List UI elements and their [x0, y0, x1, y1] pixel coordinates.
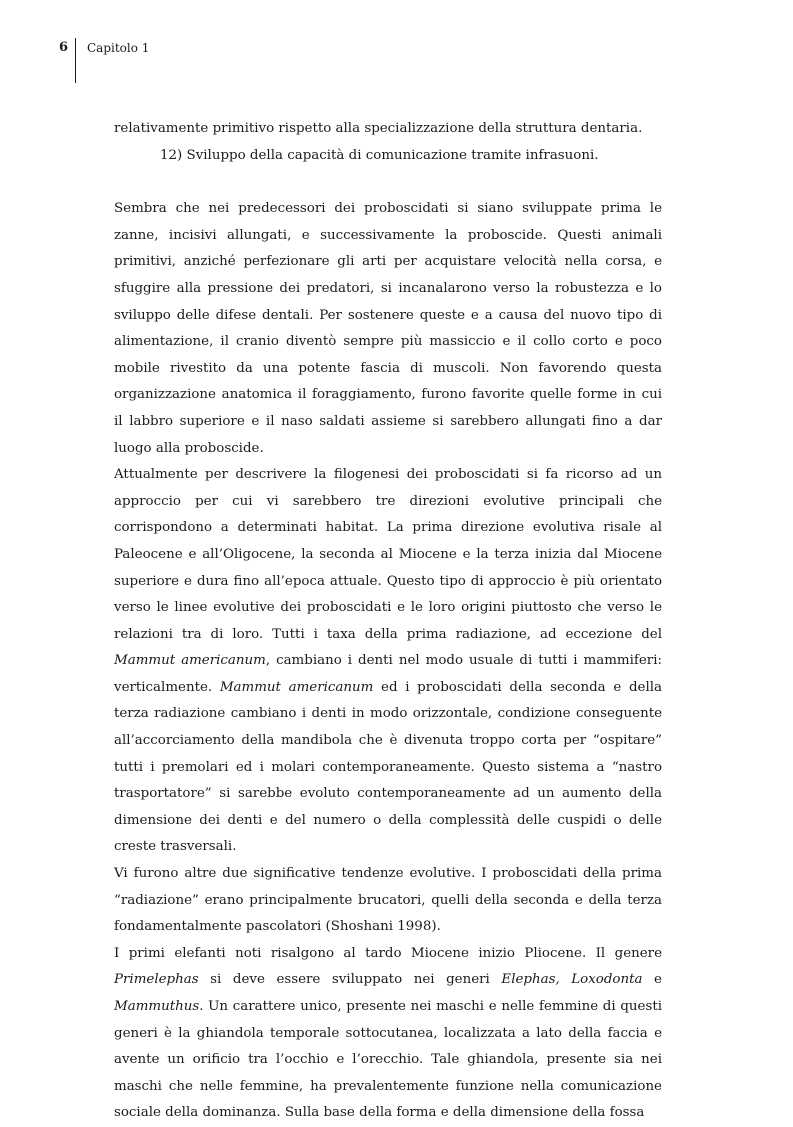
text-run: ed i proboscidati della seconda e della terza radiazione cambiano i denti in modo orizzontale, condizione conseguente all’accorciamento della mandibola che è divenuta troppo corta per “ospitare” tutti i premolari ed i molari contemporaneamente. Questo sistema a “nastro trasportatore” si sarebbe evoluto contemporaneamente ad un aumento della dimensione dei denti e del numero o della complessità delle cuspidi o delle creste trasversali. — [114, 679, 662, 855]
genus-name: Primelephas — [114, 972, 199, 988]
text-run: Attualmente per descrivere la filogenesi dei proboscidati si fa ricorso ad un approccio per cui vi sarebbero tre direzioni evolutive principali che corrispondono a determinati habitat. La prima direzione evolutiva risale al Paleocene e all’Oligocene, la seconda al Miocene e la terza inizia dal Miocene superiore e dura fino all’epoca attuale. Questo tipo di approccio è più orientato verso le linee evolutive dei proboscidati e le loro origini piuttosto che verso le relazioni tra di loro. Tutti i taxa della prima radiazione, ad eccezione del — [114, 467, 662, 642]
species-name: Mammut americanum — [114, 653, 266, 669]
species-name: Mammut americanum — [219, 679, 374, 695]
text-run: , cambiano i denti nel modo usuale di tutti i mammiferi: verticalmente. — [114, 653, 662, 695]
text-run: I primi elefanti noti risalgono al tardo Miocene inizio Pliocene. Il genere — [114, 945, 662, 961]
genus-name: Mammuthus — [114, 999, 200, 1014]
list-continuation: relativamente primitivo rispetto alla specializzazione della struttura dentaria. — [114, 121, 643, 136]
running-header — [0, 0, 793, 90]
page-number: 6 — [59, 40, 69, 55]
paragraph-2 — [114, 462, 662, 861]
paragraph-3: Vi furono altre due significative tendenze evolutive. I proboscidati della prima “radiazione” erano principalmente brucatori, quelli della seconda e della terza fondamentalmente pascolatori (Shoshani 1998). — [114, 866, 662, 935]
chapter-title: Capitolo 1 — [87, 41, 150, 55]
paragraph-gap — [114, 169, 662, 196]
body-text — [114, 116, 662, 1127]
genus-name: Elephas, Loxodonta — [501, 972, 643, 988]
text-run: e — [642, 972, 662, 988]
header-divider — [75, 38, 76, 83]
text-run: . Un carattere unico, presente nei maschi e nelle femmine di questi generi è la ghiandola temporale sottocutanea, localizzata a lato della faccia e avente un orificio tra l’occhio e l’orecchio. Tale ghiandola, presente sia nei maschi che nelle femmine, ha prevalentemente funzione nella comunicazione sociale della dominanza. Sulla base della forma e della dimensione della fossa — [114, 999, 662, 1121]
paragraph-1: Sembra che nei predecessori dei proboscidati si siano sviluppate prima le zanne, incisivi allungati, e successivamente la proboscide. Questi animali primitivi, anziché perfezionare gli arti per acquistare velocità nella corsa, e sfuggire alla pressione dei predatori, si incanalarono verso la robustezza e lo sviluppo delle difese dentali. Per sostenere queste e a causa del nuovo tipo di alimentazione, il cranio diventò sempre più massiccio e il collo corto e poco mobile rivestito da una potente fascia di muscoli. Non favorendo questa organizzazione anatomica il foraggiamento, furono favorite quelle forme in cui il labbro superiore e il naso saldati assieme si sarebbero allungati fino a dar luogo alla proboscide. — [114, 201, 662, 456]
paragraph-4 — [114, 941, 662, 1127]
text-run: si deve essere sviluppato nei generi — [198, 972, 502, 988]
list-item-12: 12) Sviluppo della capacità di comunicazione tramite infrasuoni. — [160, 147, 599, 163]
